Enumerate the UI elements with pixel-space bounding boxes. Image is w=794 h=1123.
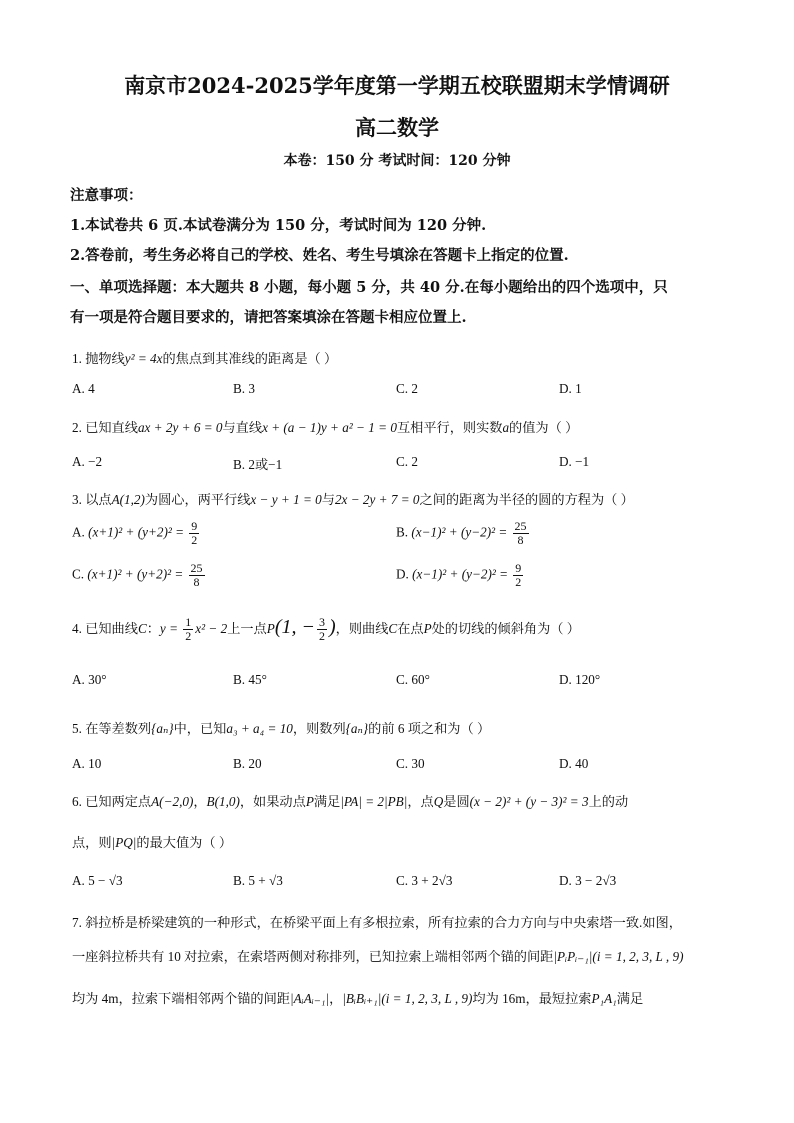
notes-item-1: 1.本试卷共 6 页.本试卷满分为 150 分，考试时间为 120 分钟. — [70, 217, 487, 234]
q4-option-a[interactable]: A. 30° — [72, 672, 107, 687]
q3-option-d-fraction: $\frac{9}{2}$ — [515, 561, 522, 589]
exam-info: 本卷：150 分 考试时间：120 分钟 — [283, 153, 511, 169]
question-6-mid1: ，如果动点 — [239, 794, 306, 809]
exam-title: 南京市2024-2025学年度第一学期五校联盟期末学情调研 — [124, 73, 670, 98]
q5-option-a[interactable]: A. 10 — [72, 756, 102, 771]
question-7-line3-pre: 均为 4m，拉索下端相邻两个锚的间距 — [72, 991, 290, 1006]
question-4-curve: C — [137, 621, 147, 636]
question-7-line2-pre: 一座斜拉桥共有 10 对拉索，在索塔两侧对称排列，已知拉索上端相邻两个锚的间距 — [72, 949, 554, 964]
question-5-seq: {aₙ} — [151, 721, 174, 736]
q3-option-a-fraction: $\frac{9}{2}$ — [191, 519, 198, 547]
q3-option-a[interactable] — [72, 520, 201, 547]
question-2-var: a — [502, 420, 510, 435]
question-4-mid: 上一点 — [227, 621, 267, 636]
question-6-pre: 6. 已知两定点 — [72, 794, 152, 809]
q2-option-d[interactable]: D. −1 — [559, 454, 590, 469]
question-6-var-p: P — [305, 794, 314, 809]
q2-option-b[interactable]: B. 2或−1 — [233, 457, 283, 472]
question-4-rest: x² − 2 — [195, 621, 228, 636]
question-7-line3-mid: 均为 16m，最短拉索 — [472, 991, 592, 1006]
question-1 — [72, 348, 337, 367]
q5-option-d[interactable]: D. 40 — [559, 756, 589, 771]
question-2-post: 互相平行，则实数 — [396, 420, 503, 435]
question-2 — [72, 417, 578, 436]
question-5-mid2: ，则数列 — [292, 721, 346, 736]
question-5-mid1: 中，已知 — [173, 721, 227, 736]
question-3-line-2: 2x − 2y + 7 = 0 — [334, 492, 420, 507]
q3-option-a-label: A. — [72, 524, 85, 540]
question-4-yeq: y = — [159, 621, 178, 636]
q2-option-a[interactable]: A. −2 — [72, 454, 103, 469]
question-5-cond: a₃ + a₄ = 10 — [226, 721, 293, 736]
q4-option-c[interactable]: C. 60° — [396, 672, 430, 687]
q1-option-b[interactable]: B. 3 — [233, 381, 255, 396]
q4-option-b[interactable]: B. 45° — [233, 672, 267, 687]
question-3-point: A(1,2) — [111, 492, 145, 507]
q1-option-c[interactable]: C. 2 — [396, 381, 418, 396]
question-6-point-a: A(−2,0) — [151, 794, 194, 809]
q3-option-a-expr: (x+1)² + (y+2)² = — [88, 524, 184, 540]
q6-option-a[interactable]: A. 5 − √3 — [72, 873, 123, 888]
q6-option-d[interactable]: D. 3 − 2√3 — [559, 873, 617, 888]
question-6-sep: ， — [193, 794, 207, 809]
section-1-intro-line-1: 一、单项选择题：本大题共 8 小题，每小题 5 分，共 40 分.在每小题给出的四个选项中，只 — [70, 279, 668, 296]
question-7-line3-expr2: |BᵢBᵢ₊₁|(i = 1, 2, 3, L , 9) — [342, 991, 473, 1006]
q1-option-d[interactable]: D. 1 — [559, 381, 582, 396]
question-6-line2-expr: |PQ| — [111, 835, 137, 850]
question-7-line3-expr3: P₁A₁ — [591, 991, 617, 1006]
question-3 — [72, 489, 634, 508]
question-7-line-2 — [72, 946, 684, 965]
question-7-line3-sep: ， — [329, 991, 343, 1006]
question-4-point-fraction: $\frac{3}{2}$ — [318, 615, 325, 644]
question-6-mid3: ，点 — [407, 794, 434, 809]
question-1-expr: y² = 4x — [124, 351, 163, 366]
question-6-mid4: 是圆 — [443, 794, 470, 809]
notes-heading: 注意事项： — [70, 187, 143, 204]
q3-option-d-label: D. — [396, 566, 409, 582]
question-7-line-1: 7. 斜拉桥是桥梁建筑的一种形式，在桥梁平面上有多根拉索，所有拉索的合力方向与中央索塔一致.如图， — [72, 915, 682, 930]
q3-option-c-fraction: $\frac{25}{8}$ — [190, 561, 203, 589]
q4-option-d[interactable]: D. 120° — [559, 672, 601, 687]
question-4-fraction: $\frac{1}{2}$ — [185, 615, 192, 644]
question-1-pre: 1. 抛物线 — [72, 351, 125, 366]
question-4-point-p: P — [266, 621, 275, 636]
question-4-post1: ，则曲线 — [335, 621, 389, 636]
question-2-line1: ax + 2y + 6 = 0 — [137, 420, 223, 435]
question-5-pre: 5. 在等差数列 — [72, 721, 152, 736]
question-5-seq-ref: {aₙ} — [345, 721, 369, 736]
question-4-paren-open: (1, − — [274, 616, 315, 638]
question-3-mid1: 为圆心，两平行线 — [144, 492, 251, 507]
question-3-line-1: x − y + 1 = 0 — [250, 492, 322, 507]
q1-option-a[interactable]: A. 4 — [72, 381, 95, 396]
q3-option-c-expr: (x+1)² + (y+2)² = — [87, 566, 184, 582]
question-4-paren-close: ) — [328, 616, 336, 638]
question-7-line-3 — [72, 988, 643, 1007]
question-4-colon: ： — [146, 621, 160, 636]
question-4-post3: 处的切线的倾斜角为（ ） — [431, 621, 580, 636]
question-1-post: 的焦点到其准线的距离是（ ） — [162, 351, 338, 366]
question-2-mid: 与直线 — [222, 420, 263, 435]
question-2-line2: x + (a − 1)y + a² − 1 = 0 — [262, 420, 397, 435]
q5-option-c[interactable]: C. 30 — [396, 756, 425, 771]
subject-title: 高二数学 — [355, 115, 439, 140]
question-6-cond: |PA| = 2|PB| — [340, 794, 408, 809]
question-4-curve-ref: C — [388, 621, 398, 636]
q3-option-c[interactable] — [72, 562, 207, 589]
question-6-line-2 — [72, 832, 232, 851]
question-3-post: 之间的距离为半径的圆的方程为（ ） — [419, 492, 634, 507]
question-2-end: 的值为（ ） — [509, 420, 579, 435]
q6-option-b[interactable]: B. 5 + √3 — [233, 873, 283, 888]
question-6-line2-post: 的最大值为（ ） — [136, 835, 233, 850]
notes-item-2: 2.答卷前，考生务必将自己的学校、姓名、考生号填涂在答题卡上指定的位置. — [70, 247, 569, 264]
question-6-mid2: 满足 — [313, 794, 341, 809]
q5-option-b[interactable]: B. 20 — [233, 756, 262, 771]
q3-option-d[interactable] — [396, 562, 525, 589]
q2-option-c[interactable]: C. 2 — [396, 454, 418, 469]
section-1-intro-line-2: 有一项是符合题目要求的，请把答案填涂在答题卡相应位置上. — [70, 309, 467, 326]
question-2-pre: 2. 已知直线 — [72, 420, 138, 435]
q3-option-b-label: B. — [396, 524, 409, 540]
q3-option-b[interactable] — [396, 520, 531, 547]
question-6-line2-pre: 点，则 — [72, 835, 112, 850]
q3-option-d-expr: (x−1)² + (y−2)² = — [412, 566, 508, 582]
q3-option-b-expr: (x−1)² + (y−2)² = — [411, 524, 508, 540]
question-7-line3-expr1: |AᵢAᵢ₋₁| — [289, 991, 330, 1006]
question-7-line3-post: 满足 — [616, 991, 644, 1006]
question-6-circle: (x − 2)² + (y − 3)² = 3 — [469, 794, 589, 809]
question-5-post: 的前 6 项之和为（ ） — [368, 721, 491, 736]
q3-option-b-fraction: $\frac{25}{8}$ — [514, 519, 527, 547]
question-6-line-1 — [72, 791, 628, 810]
question-4-pre: 4. 已知曲线 — [72, 621, 138, 636]
question-6-var-q: Q — [433, 794, 444, 809]
question-3-mid2: 与 — [321, 492, 335, 507]
question-5 — [72, 718, 490, 737]
question-4-p-ref: P — [423, 621, 432, 636]
question-7-line2-expr: |PᵢPᵢ₋₁|(i = 1, 2, 3, L , 9) — [553, 949, 684, 964]
question-6-point-b: B(1,0) — [206, 794, 240, 809]
question-3-pre: 3. 以点 — [72, 492, 112, 507]
question-4-post2: 在点 — [397, 621, 424, 636]
question-4 — [72, 616, 580, 643]
question-6-post: 上的动 — [588, 794, 629, 809]
q6-option-c[interactable]: C. 3 + 2√3 — [396, 873, 453, 888]
q3-option-c-label: C. — [72, 566, 85, 582]
